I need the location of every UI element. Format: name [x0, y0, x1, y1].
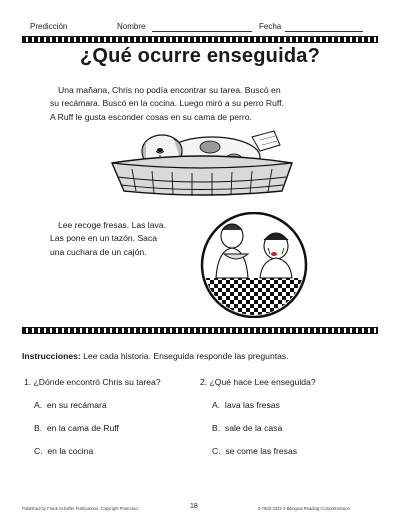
q1-option-a[interactable] — [34, 400, 107, 410]
instructions — [22, 351, 289, 361]
option-text: en su recámara — [46, 400, 107, 410]
date-field[interactable] — [285, 31, 363, 32]
story-1-line: Una mañana, Chris no podía encontrar su tarea. Buscó en — [58, 85, 281, 95]
name-label: Nombre — [117, 22, 146, 31]
q2-option-b[interactable] — [212, 423, 282, 433]
option-letter: C. — [212, 446, 221, 456]
date-label: Fecha — [259, 22, 282, 31]
instructions-text: Lee cada historia. Enseguida responde las preguntas. — [80, 351, 289, 361]
option-letter: C. — [34, 446, 43, 456]
middle-border-band — [22, 327, 378, 334]
q1-option-c[interactable] — [34, 446, 93, 456]
option-letter: A. — [34, 400, 43, 410]
story-2 — [50, 219, 166, 259]
story-2-line: una cuchara de un cajón. — [50, 246, 147, 257]
instructions-label: Instrucciones: — [22, 351, 81, 361]
q2-option-a[interactable] — [212, 400, 280, 410]
story-1 — [50, 84, 284, 124]
option-text: en la cocina — [47, 446, 94, 456]
dog-in-basket-illustration — [102, 121, 302, 199]
question-1: 1. ¿Dónde encontró Chris su tarea? — [24, 377, 161, 387]
footer-product: 0-7682-3322-3 Bilingual Reading Comprehension — [258, 506, 350, 511]
question-2: 2. ¿Qué hace Lee enseguida? — [200, 377, 316, 387]
story-2-line: Lee recoge fresas. Las lava. — [58, 220, 166, 230]
page-number: 18 — [190, 503, 198, 510]
option-text: en la cama de Ruff — [46, 423, 119, 433]
story-1-line: su recámara. Buscó en la cocina. Luego miró a su perro Ruff. — [50, 98, 284, 109]
option-text: sale de la casa — [224, 423, 283, 433]
option-letter: B. — [212, 423, 221, 433]
option-text: lava las fresas — [224, 400, 280, 410]
option-letter: A. — [212, 400, 221, 410]
subject-label: Predicción — [30, 22, 68, 31]
footer-publisher: Published by Frank Schaffer Publications. Copyright Protected. — [22, 506, 139, 511]
story-1-line: A Ruff le gusta esconder cosas en su cama de perro. — [50, 111, 252, 122]
boy-strawberries-illustration — [198, 212, 310, 318]
name-field[interactable] — [152, 31, 252, 32]
story-2-line: Las pone en un tazón. Saca — [50, 233, 158, 244]
option-letter: B. — [34, 423, 43, 433]
top-border-band — [22, 36, 378, 43]
page-title: ¿Qué ocurre enseguida? — [79, 45, 320, 67]
q2-option-c[interactable] — [212, 446, 297, 456]
q1-option-b[interactable] — [34, 423, 119, 433]
option-text: se come las fresas — [225, 446, 298, 456]
